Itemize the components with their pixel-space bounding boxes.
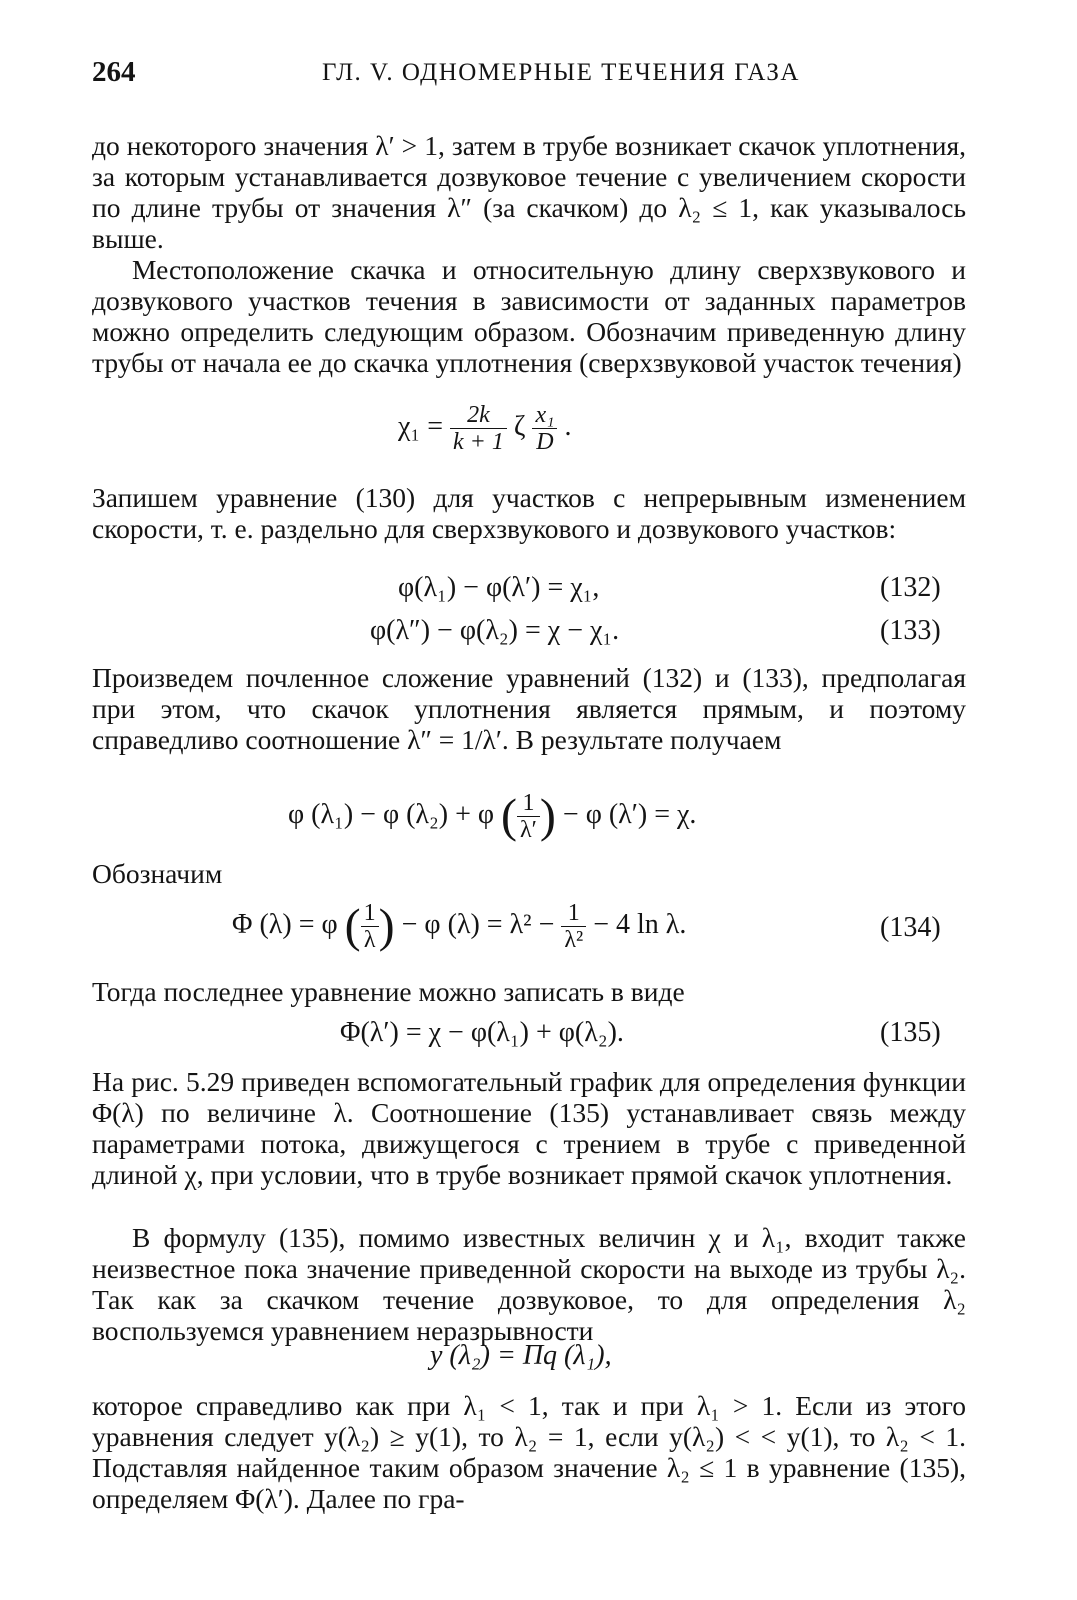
paragraph-4: Произведем почленное сложение уравнений (132) и (133), предполагая при этом, что скачок уплотнения является прямым, и поэтому справедливо соотношение λ″ = 1/λ′. В результате получаем — [92, 662, 966, 755]
equation-number-132: (132) — [880, 572, 941, 603]
fraction-numerator: 1 — [517, 790, 540, 817]
paragraph-1: до некоторого значения λ′ > 1, затем в трубе возникает скачок уплотнения, за которым устанавливается дозвуковое течение с увеличением скорости по длине трубы от значения λ″ (за скачком) до λ₂ ≤ 1, как указывалось выше. — [92, 130, 966, 254]
right-paren: ) — [378, 899, 395, 953]
fraction-x1-over-d — [532, 402, 557, 455]
fraction-numerator: x₁ — [532, 402, 557, 429]
equation-chi1 — [398, 402, 571, 455]
left-paren: ( — [501, 789, 518, 843]
equation-sum-right: − φ (λ′) = χ. — [555, 798, 697, 830]
equation-133: φ(λ″) − φ(λ₂) = χ − χ₁. — [370, 615, 620, 646]
fraction-denominator: λ² — [564, 927, 584, 953]
fraction-1-over-lambda — [361, 900, 379, 953]
left-paren: ( — [344, 899, 361, 953]
fraction-2k-over-k1 — [450, 402, 507, 455]
equation-134-mid: − φ (λ) = λ² − — [394, 908, 562, 940]
fraction-denominator: λ — [363, 927, 376, 953]
equation-135: Φ(λ′) = χ − φ(λ₁) + φ(λ₂). — [340, 1017, 624, 1048]
fraction-denominator: D — [536, 429, 554, 455]
paragraph-3: Запишем уравнение (130) для участков с непрерывным изменением скорости, т. е. раздельно для сверхзвукового и дозвукового участков: — [92, 482, 966, 544]
paragraph-5: Обозначим — [92, 858, 223, 889]
fraction-numerator: 1 — [361, 900, 379, 927]
equation-continuity: y (λ₂) = Πq (λ₁), — [430, 1340, 612, 1371]
paragraph-8: В формулу (135), помимо известных величин χ и λ₁, входит также неизвестное пока значение приведенной скорости на выходе из трубы λ₂. Так как за скачком течение дозвуковое, то для определения λ₂ воспользуемся уравнением неразрывности — [92, 1222, 966, 1346]
equation-132: φ(λ₁) − φ(λ′) = χ₁, — [398, 572, 600, 603]
fraction-denominator: k + 1 — [452, 429, 504, 455]
fraction-denominator: λ′ — [520, 817, 537, 843]
equation-chi1-lhs: χ₁ = — [398, 410, 450, 442]
paragraph-7: На рис. 5.29 приведен вспомогательный график для определения функции Φ(λ) по величине λ. Соотношение (135) устанавливает связь между параметрами потока, движущегося с трением в трубе с приведенной длиной χ, при условии, что в трубе возникает прямой скачок уплотнения. — [92, 1066, 966, 1190]
equation-chi1-end: . — [564, 410, 572, 442]
fraction-1-over-lambda-prime — [517, 790, 540, 843]
paragraph-9: которое справедливо как при λ₁ < 1, так и при λ₁ > 1. Если из этого уравнения следует y(λ₂) ≥ y(1), то λ₂ = 1, если y(λ₂) < < y(1), то λ₂ < 1. Подставляя найденное таким образом значение λ₂ ≤ 1 в уравнение (135), определяем Φ(λ′). Далее по гра- — [92, 1390, 966, 1514]
page-header — [92, 56, 972, 96]
equation-number-135: (135) — [880, 1017, 941, 1048]
equation-134-left: Φ (λ) = φ — [232, 908, 345, 940]
paragraph-2: Местоположение скачка и относительную длину сверхзвукового и дозвукового участков течения в зависимости от заданных параметров можно определить следующим образом. Обозначим приведенную длину трубы от начала ее до скачка уплотнения (сверхзвуковой участок течения) — [92, 254, 966, 378]
equation-number-133: (133) — [880, 615, 941, 646]
equation-134-right: − 4 ln λ. — [586, 908, 687, 940]
fraction-1-over-lambda-squared — [561, 900, 586, 953]
right-paren: ) — [539, 789, 556, 843]
equation-sum — [288, 790, 696, 843]
equation-chi1-zeta: ζ — [513, 410, 526, 442]
page-number: 264 — [92, 56, 136, 88]
running-head: ГЛ. V. ОДНОМЕРНЫЕ ТЕЧЕНИЯ ГАЗА — [322, 59, 800, 86]
fraction-numerator: 2k — [450, 402, 507, 429]
equation-134 — [232, 900, 686, 953]
paragraph-6: Тогда последнее уравнение можно записать в виде — [92, 976, 685, 1007]
equation-sum-left: φ (λ₁) − φ (λ₂) + φ — [288, 798, 502, 830]
fraction-numerator: 1 — [561, 900, 586, 927]
equation-number-134: (134) — [880, 912, 941, 943]
